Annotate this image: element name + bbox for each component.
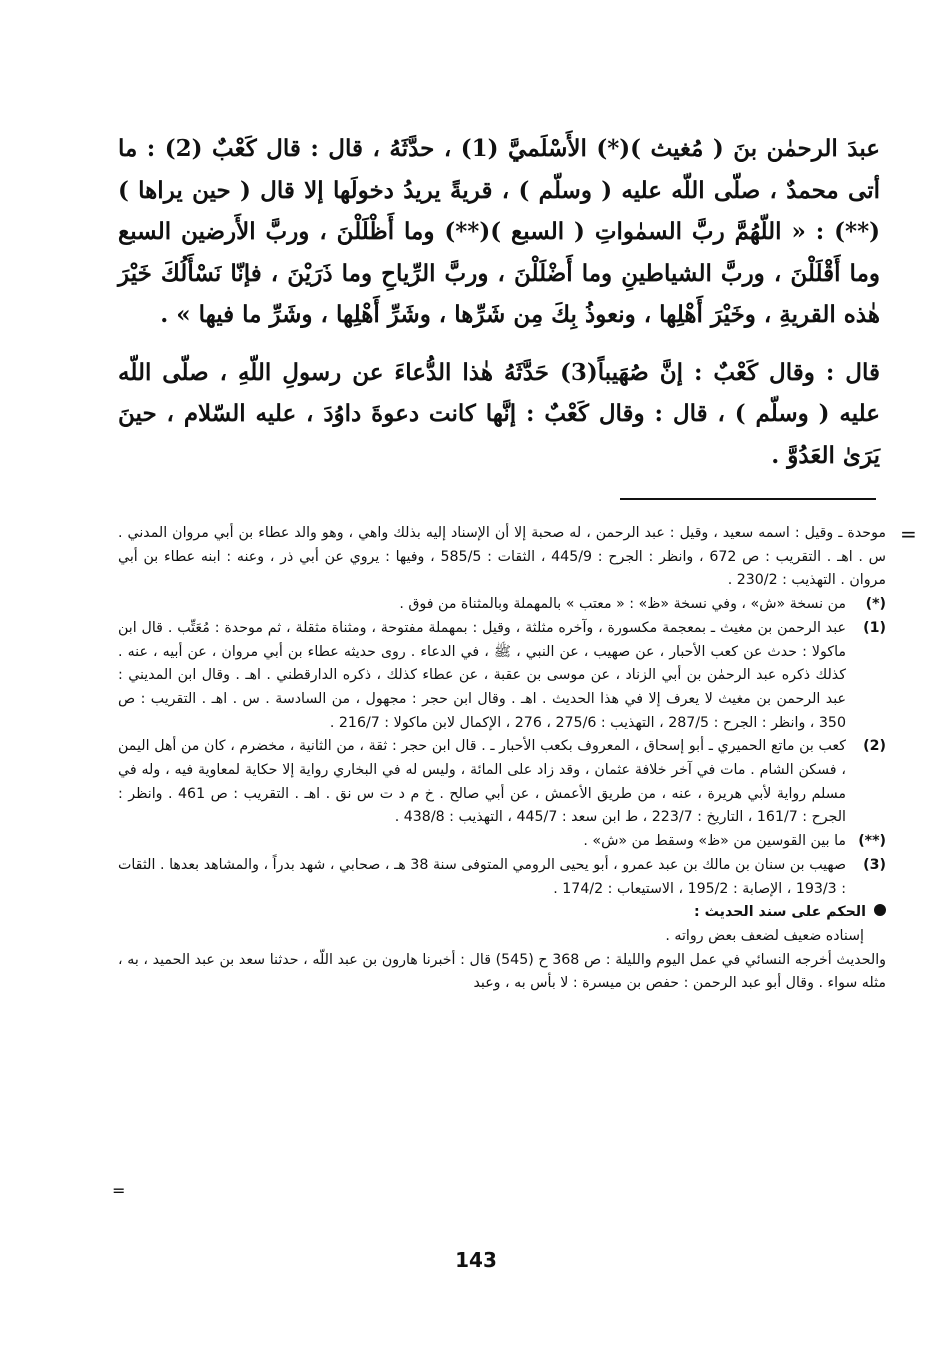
footnote-marker: (**) [858, 833, 886, 850]
footnote-2 [118, 735, 886, 830]
footnote-marker: (3) [863, 856, 886, 873]
footnote-text: من نسخة «ش» ، وفي نسخة «ظ» : « معتب » بالمهملة وبالمثناة من فوق . [399, 596, 846, 613]
footnote-text: عبد الرحمن بن مغيث ـ بمعجمة مكسورة ، وآخره مثلثة ، وقيل : بمهملة مفتوحة ، ومثناة مثقلة ، ثم موحدة : مُعَتِّب . قال ابن ماكولا : حدث عن كعب الأحبار ، عن صهيب ، عن النبي ، ﷺ ، في الدعاء . روى حديثه عطاء بن أبي مروان ، عن أبيه ، عنه . كذلك ذكره عبد الرحمٰن بن أبي الزناد ، عن موسى بن عقبة ، عن عطاء كذلك ، ذكره الدارقطني . اهـ . وقال ابن المديني : عبد الرحمن بن مغيث لا يعرف إلا في هذا الحديث . اهـ . وقال ابن حجر : مجهول ، من السادسة . س . اهـ . التقريب : ص 350 ، وانظر : الجرح : 287/5 ، التهذيب : 275/6 ، 276 ، الإكمال لابن ماكولا : 216/7 . [118, 619, 846, 731]
takhrij-text: والحديث أخرجه النسائي في عمل اليوم والليلة : ص 368 ح (545) قال : أخبرنا هارون بن عبد اللّه ، حدثنا سعد بن عبد الحميد ، به ، مثله سواء . وقال أبو عبد الرحمن : حفص بن ميسرة : لا بأس به ، وعبد [118, 951, 886, 992]
main-paragraph-2: قال : وقال كَعْبٌ : إنَّ صُهَيباً(3) حَدَّثَهُ هٰذا الدُّعاءَ عن رسولِ اللّهِ ، صلّى اللّه عليه ( وسلّم ) ، قال : وقال كَعْبٌ : إنَّها كانت دعوةَ داوُدَ ، عليه السّلام ، حينَ يَرَىٰ العَدُوَّ . [118, 358, 880, 469]
main-paragraph-1: عبدَ الرحمٰن بنَ ( مُغيث )(*) الأَسْلَميَّ (1) ، حدَّثَهُ ، قال : قال كَعْبٌ (2) : ما أتى محمدٌ ، صلّى اللّه عليه ( وسلّم ) ، قريةً يريدُ دخولَها إلا قال ( حين يراها )(**) : « اللّهُمَّ ربَّ السمٰواتِ ( السبع )(**) وما أَظْلَلْنَ ، وربَّ الأَرضين السبع وما أَقْلَلْنَ ، وربَّ الشياطينِ وما أَضْلَلْنَ ، وربَّ الرِّياحِ وما ذَرَيْنَ ، فإنّا نَسْأَلُكَ خَيْرَ هٰذه القريةِ ، وخَيْرَ أَهْلِها ، ونعوذُ بِكَ مِن شَرِّها ، وشَرِّ أَهْلِها ، وشَرِّ ما فيها » . [118, 135, 880, 328]
footnote-star2 [118, 830, 886, 854]
footnote-separator [620, 498, 876, 500]
footnote-marker: (1) [863, 619, 886, 636]
page-number: 143 [455, 1248, 497, 1272]
bullet-icon [874, 904, 886, 916]
footnote-marker: (2) [863, 738, 886, 755]
footnote-3 [118, 854, 886, 901]
footnote-star1 [118, 593, 886, 617]
footnote-text: صهيب بن سنان بن مالك بن عبد عمرو ، أبو يحيى الرومي المتوفى سنة 38 هـ ، صحابي ، شهد بدراً ، والمشاهد بعدها . الثقات : 193/3 ، الإصابة : 195/2 ، الاستيعاب : 174/2 . [118, 856, 846, 897]
footnote-text: كعب بن ماتع الحميري ـ أبو إسحاق ، المعروف بكعب الأحبار ـ . قال ابن حجر : ثقة ، من الثانية ، مخضرم ، كان من أهل اليمن ، فسكن الشام . مات في آخر خلافة عثمان ، وقد زاد على المائة ، وليس له في البخاري رواية إلا حكاية لمعاوية فيه ، وله في مسلم رواية لأبي هريرة ، عنه ، من طريق الأعمش ، عن أبي صالح . خ م د ت س نق . اهـ . التقريب : ص 461 . وانظر : الجرح : 161/7 ، التاريخ : 223/7 ، ط ابن سعد : 445/7 ، التهذيب : 438/8 . [118, 738, 846, 826]
footnote-continuation: موحدة ـ وقيل : اسمه سعيد ، وقيل : عبد الرحمن ، له صحبة إلا أن الإسناد إليه بذلك واهي ، وهو والد عطاء بن أبي مروان المدني . س . اهـ . التقريب : ص 672 ، وانظر : الجرح : 445/9 ، الثقات : 585/5 ، وفيها : يروي عن أبي ذر ، وعنه : ابنه عطاء بن أبي مروان . التهذيب : 230/2 . [118, 525, 886, 589]
footnote-text: ما بين القوسين من «ظ» وسقط من «ش» . [583, 833, 846, 850]
main-text [118, 128, 880, 476]
continuation-mark-top: = [900, 522, 917, 546]
footnote-1 [118, 617, 886, 736]
footnotes [118, 522, 886, 996]
hukm-text: إسناده ضعيف لضعف بعض رواته . [665, 927, 864, 944]
hukm-heading [118, 901, 886, 925]
footnote-marker: (*) [865, 596, 886, 613]
hukm-title: الحكم على سند الحديث : [694, 904, 866, 921]
continuation-mark-bottom: = [112, 1181, 126, 1200]
